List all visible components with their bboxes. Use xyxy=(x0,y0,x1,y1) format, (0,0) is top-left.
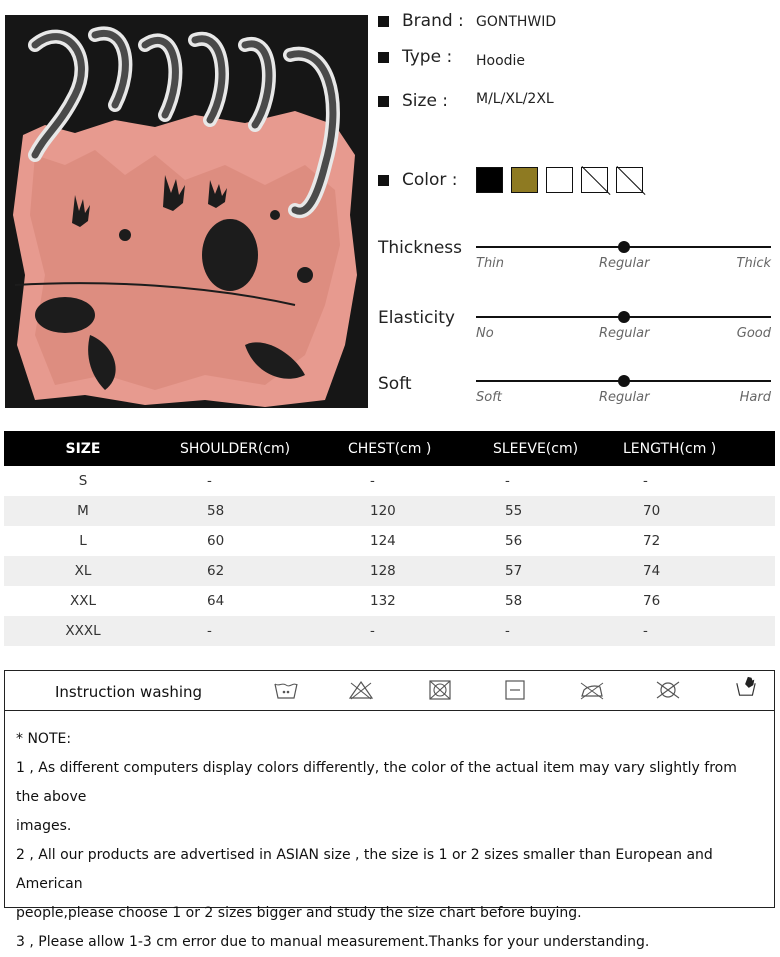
table-row xyxy=(4,496,775,526)
brand-label: Brand : xyxy=(402,11,464,31)
column-header: LENGTH(cm ) xyxy=(605,431,775,466)
washing-instructions-box xyxy=(4,670,775,950)
color-row xyxy=(378,170,458,190)
brand-row xyxy=(378,11,464,31)
dry-flat-icon xyxy=(502,679,528,701)
size-label: Size : xyxy=(402,91,449,111)
column-header: SHOULDER(cm) xyxy=(162,431,330,466)
table-header-row xyxy=(4,431,775,466)
measurement-cell: - xyxy=(370,473,375,489)
measurement-cell: 64 xyxy=(207,593,225,609)
scale-min: No xyxy=(476,326,494,341)
column-header: CHEST(cm ) xyxy=(330,431,475,466)
measurement-cell: 60 xyxy=(207,533,225,549)
color-swatch-black[interactable] xyxy=(476,167,503,193)
scale-max: Good xyxy=(736,326,771,341)
measurement-cell: 72 xyxy=(643,533,661,549)
soft-scale xyxy=(476,380,771,420)
note-line: 1 , As different computers display colors differently, the color of the actual item may vary slightly from the above xyxy=(16,760,737,805)
scale-max: Hard xyxy=(739,390,771,405)
elasticity-label: Elasticity xyxy=(378,308,455,328)
hand-wash-only-icon xyxy=(733,675,759,697)
do-not-tumble-dry-icon xyxy=(427,679,453,701)
scale-marker xyxy=(618,241,630,253)
hoodie-graphic-print-icon xyxy=(5,15,368,408)
do-not-dry-clean-icon xyxy=(655,679,681,701)
measurement-cell: 58 xyxy=(162,496,330,526)
washing-title: Instruction washing xyxy=(55,683,203,701)
column-header: SLEEVE(cm) xyxy=(475,431,605,466)
note-line: 3 , Please allow 1-3 cm error due to manual measurement.Thanks for your understanding. xyxy=(16,934,650,950)
size-value: M/L/XL/2XL xyxy=(476,91,554,107)
scale-marker xyxy=(618,375,630,387)
do-not-bleach-icon xyxy=(348,679,374,701)
thickness-label: Thickness xyxy=(378,238,463,258)
bullet-icon xyxy=(378,16,389,27)
table-row xyxy=(4,466,775,496)
product-artwork xyxy=(5,15,368,408)
measurement-cell: - xyxy=(330,616,475,646)
type-row xyxy=(378,47,452,67)
bullet-icon xyxy=(378,52,389,63)
table-row xyxy=(4,586,775,616)
measurement-cell: 74 xyxy=(605,556,775,586)
scale-mid: Regular xyxy=(599,390,650,405)
color-swatch-unavailable[interactable] xyxy=(581,167,608,193)
color-swatch-white[interactable] xyxy=(546,167,573,193)
measurement-cell: - xyxy=(207,473,212,489)
table-row xyxy=(4,556,775,586)
washing-header xyxy=(5,671,774,711)
measurement-cell: 62 xyxy=(162,556,330,586)
iron-low-icon xyxy=(579,679,605,701)
measurement-cell: 57 xyxy=(475,556,605,586)
scale-min: Thin xyxy=(476,256,505,271)
hand-wash-icon xyxy=(273,679,299,701)
color-swatch-unavailable[interactable] xyxy=(616,167,643,193)
measurement-cell: - xyxy=(605,616,775,646)
soft-label: Soft xyxy=(378,374,412,394)
measurement-cell: 58 xyxy=(505,593,523,609)
elasticity-scale xyxy=(476,316,771,356)
measurement-cell: 70 xyxy=(605,496,775,526)
size-cell: XL xyxy=(4,556,162,586)
column-header: SIZE xyxy=(4,431,162,466)
measurement-cell: 55 xyxy=(475,496,605,526)
measurement-cell: 56 xyxy=(505,533,523,549)
size-cell: L xyxy=(79,533,87,549)
type-value: Hoodie xyxy=(476,53,526,69)
brand-value: GONTHWID xyxy=(476,14,557,30)
measurement-cell: 128 xyxy=(330,556,475,586)
measurement-cell: - xyxy=(643,473,648,489)
scale-mid: Regular xyxy=(599,326,650,341)
notes-heading: * NOTE: xyxy=(16,731,72,747)
color-swatch-olive[interactable] xyxy=(511,167,538,193)
color-swatches xyxy=(476,167,643,193)
measurement-cell: - xyxy=(162,616,330,646)
color-label: Color : xyxy=(402,170,458,190)
measurement-cell: 120 xyxy=(330,496,475,526)
note-line: 2 , All our products are advertised in ASIAN size , the size is 1 or 2 sizes smaller than European and American xyxy=(16,847,713,892)
measurement-cell: 124 xyxy=(370,533,396,549)
bullet-icon xyxy=(378,175,389,186)
scale-max: Thick xyxy=(736,256,771,271)
note-line: people,please choose 1 or 2 sizes bigger and study the size chart before buying. xyxy=(16,905,582,921)
scale-mid: Regular xyxy=(599,256,650,271)
measurement-cell: 76 xyxy=(643,593,661,609)
size-cell: S xyxy=(78,473,88,489)
size-cell: M xyxy=(4,496,162,526)
size-cell: XXXL xyxy=(4,616,162,646)
measurement-cell: - xyxy=(475,616,605,646)
size-row xyxy=(378,91,448,111)
scale-min: Soft xyxy=(476,390,502,405)
bullet-icon xyxy=(378,96,389,107)
measurement-cell: 132 xyxy=(370,593,396,609)
type-label: Type : xyxy=(402,47,453,67)
table-row xyxy=(4,526,775,556)
size-cell: XXL xyxy=(69,593,97,609)
note-line: images. xyxy=(16,818,72,834)
size-chart-table xyxy=(4,431,775,646)
scale-marker xyxy=(618,311,630,323)
thickness-scale xyxy=(476,246,771,286)
measurement-cell: - xyxy=(505,473,510,489)
table-row xyxy=(4,616,775,646)
notes-section xyxy=(5,711,774,957)
